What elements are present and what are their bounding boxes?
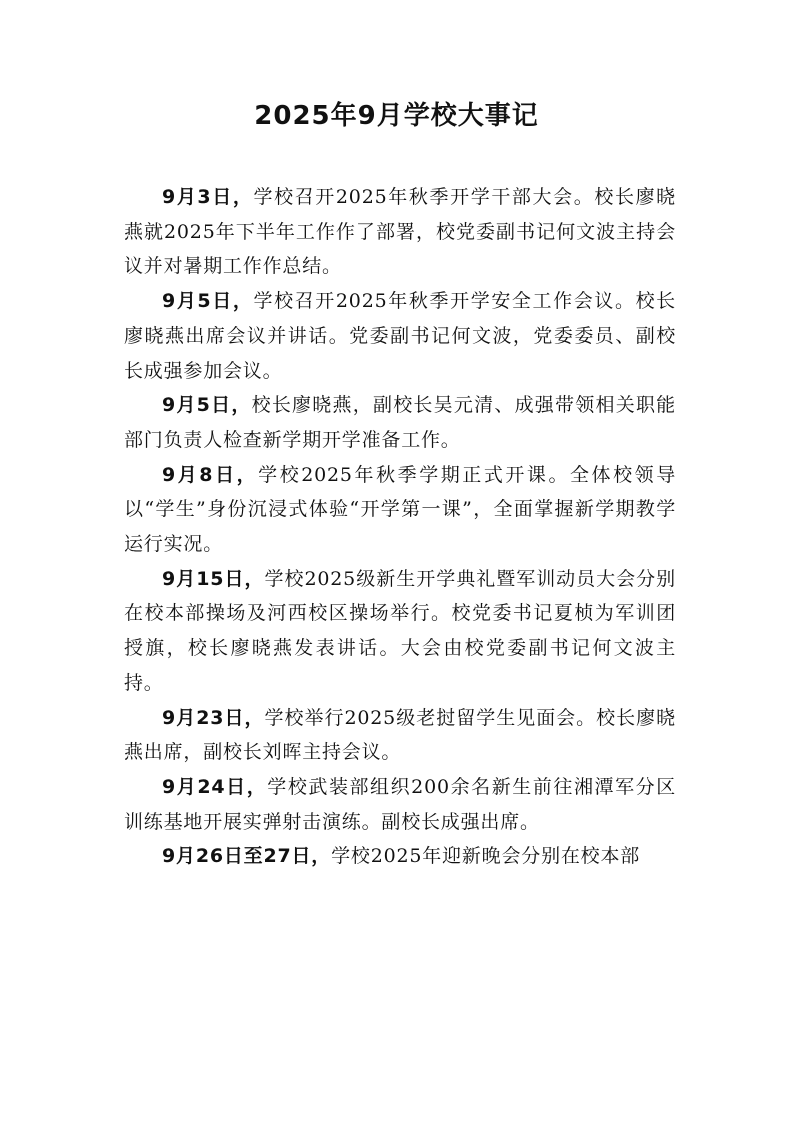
event-date: 9月24日， [162, 775, 268, 798]
event-paragraph [124, 180, 676, 284]
event-text: 校长廖晓燕，副校长吴元清、成强带领相关职能部门负责人检查新学期开学准备工作。 [124, 394, 676, 451]
event-text: 学校召开2025年秋季开学干部大会。校长廖晓燕就2025年下半年工作作了部署，校党委副书记何文波主持会议并对暑期工作作总结。 [124, 186, 676, 278]
event-paragraph [124, 839, 676, 874]
event-text: 学校举行2025级老挝留学生见面会。校长廖晓燕出席，副校长刘晖主持会议。 [124, 706, 676, 764]
document-title: 2025年9月学校大事记 [254, 101, 539, 131]
event-date: 9月5日， [162, 394, 252, 417]
event-text: 学校召开2025年秋季开学安全工作会议。校长廖晓燕出席会议并讲话。党委副书记何文波，党委委员、副校长成强参加会议。 [124, 290, 676, 382]
event-text: 学校2025年秋季学期正式开课。全体校领导以“学生”身份沉浸式体验“开学第一课”，全面掌握新学期教学运行实况。 [124, 463, 676, 556]
event-text: 学校2025年迎新晚会分别在校本部 [331, 845, 641, 868]
document-body [124, 180, 676, 874]
event-paragraph [124, 701, 676, 770]
event-paragraph [124, 770, 676, 839]
event-date: 9月26日至27日， [162, 845, 332, 868]
event-text: 学校2025级新生开学典礼暨军训动员大会分别在校本部操场及河西校区操场举行。校党委书记夏桢为军训团授旗，校长廖晓燕发表讲话。大会由校党委副书记何文波主持。 [124, 567, 676, 694]
event-paragraph [124, 284, 676, 388]
event-date: 9月23日， [162, 706, 265, 729]
event-text: 学校武装部组织200余名新生前往湘潭军分区训练基地开展实弹射击演练。副校长成强出席。 [124, 775, 676, 833]
event-date: 9月15日， [162, 567, 265, 590]
event-paragraph [124, 458, 676, 562]
event-date: 9月8日， [162, 463, 259, 486]
event-date: 9月5日， [162, 290, 254, 313]
event-paragraph [124, 562, 676, 701]
event-date: 9月3日， [162, 186, 254, 208]
event-paragraph [124, 388, 676, 457]
